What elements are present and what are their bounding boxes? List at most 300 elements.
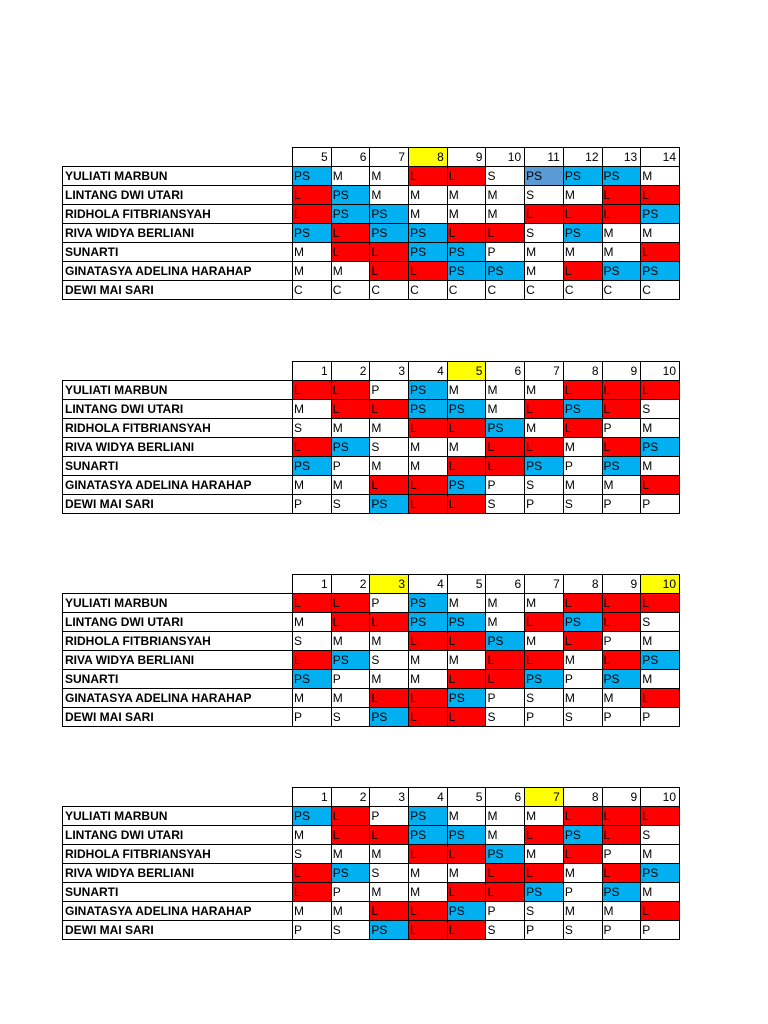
shift-cell: L [293,438,332,457]
staff-name: GINATASYA ADELINA HARAHAP [63,689,293,708]
shift-cell: L [641,186,680,205]
schedule-table-1 [62,147,680,300]
shift-cell: L [563,205,602,224]
shift-cell: M [525,243,564,262]
shift-cell: M [293,243,332,262]
day-header: 3 [370,362,409,381]
shift-cell: M [293,902,332,921]
shift-cell: P [563,670,602,689]
shift-cell: P [641,921,680,940]
shift-cell: M [331,419,370,438]
shift-cell: L [409,419,448,438]
shift-cell: PS [293,167,332,186]
shift-cell: PS [370,495,409,514]
shift-cell: L [293,186,332,205]
shift-cell: M [447,864,486,883]
shift-cell: PS [370,205,409,224]
shift-cell: PS [602,167,641,186]
shift-cell: L [293,594,332,613]
shift-cell: M [370,670,409,689]
day-header-row [63,788,680,807]
shift-cell: PS [370,921,409,940]
schedule-table-4 [62,787,680,940]
shift-cell: L [602,186,641,205]
shift-cell: M [370,845,409,864]
shift-cell: PS [370,224,409,243]
shift-cell: PS [409,243,448,262]
shift-cell: M [370,419,409,438]
shift-cell: L [370,476,409,495]
shift-cell: L [525,651,564,670]
shift-cell: PS [331,651,370,670]
shift-cell: PS [525,670,564,689]
staff-name: RIVA WIDYA BERLIANI [63,651,293,670]
shift-cell: PS [409,826,448,845]
shift-cell: L [602,807,641,826]
day-header: 7 [525,575,564,594]
shift-cell: PS [370,708,409,727]
shift-cell: PS [486,262,525,281]
table-row [63,205,680,224]
table-row [63,243,680,262]
shift-cell: S [331,495,370,514]
shift-cell: M [370,883,409,902]
day-header: 1 [293,362,332,381]
shift-cell: PS [602,670,641,689]
shift-cell: PS [293,807,332,826]
day-header: 7 [525,362,564,381]
shift-cell: L [602,438,641,457]
shift-cell: L [370,400,409,419]
shift-cell: L [447,670,486,689]
shift-cell: L [409,902,448,921]
table-row [63,670,680,689]
shift-cell: M [525,381,564,400]
shift-cell: M [370,457,409,476]
shift-cell: M [641,224,680,243]
shift-cell: C [486,281,525,300]
day-header: 8 [563,575,602,594]
table-row [63,651,680,670]
shift-cell: M [409,864,448,883]
staff-name: DEWI MAI SARI [63,495,293,514]
day-header: 7 [370,148,409,167]
shift-cell: P [486,902,525,921]
day-header: 6 [486,788,525,807]
shift-cell: M [370,186,409,205]
shift-cell: M [602,243,641,262]
shift-cell: L [409,476,448,495]
staff-name: YULIATI MARBUN [63,381,293,400]
shift-cell: L [447,167,486,186]
table-row [63,708,680,727]
shift-cell: M [641,883,680,902]
shift-cell: P [641,708,680,727]
shift-cell: S [525,689,564,708]
shift-cell: S [563,921,602,940]
shift-cell: PS [525,167,564,186]
shift-cell: L [370,613,409,632]
shift-cell: L [370,689,409,708]
shift-cell: L [447,632,486,651]
shift-cell: M [447,594,486,613]
shift-cell: M [563,476,602,495]
shift-cell: L [563,419,602,438]
day-header: 5 [447,362,486,381]
day-header: 2 [331,575,370,594]
shift-cell: M [409,205,448,224]
shift-cell: L [409,632,448,651]
shift-cell: L [447,845,486,864]
shift-cell: S [525,902,564,921]
staff-name: LINTANG DWI UTARI [63,186,293,205]
table-row [63,419,680,438]
shift-cell: P [331,457,370,476]
day-header: 8 [563,788,602,807]
shift-cell: PS [447,243,486,262]
shift-cell: L [370,826,409,845]
shift-cell: PS [447,826,486,845]
shift-cell: M [293,689,332,708]
shift-cell: PS [447,262,486,281]
shift-cell: PS [447,689,486,708]
staff-name: SUNARTI [63,670,293,689]
shift-cell: L [641,243,680,262]
shift-cell: L [409,262,448,281]
shift-cell: L [293,883,332,902]
shift-cell: M [409,651,448,670]
shift-cell: L [447,457,486,476]
shift-cell: M [563,864,602,883]
shift-cell: P [563,883,602,902]
shift-cell: PS [641,262,680,281]
day-header: 9 [602,362,641,381]
day-header: 6 [486,362,525,381]
shift-cell: PS [331,205,370,224]
shift-cell: P [563,457,602,476]
day-header: 10 [641,362,680,381]
shift-cell: L [331,243,370,262]
shift-cell: L [447,224,486,243]
shift-cell: L [293,864,332,883]
shift-cell: P [370,807,409,826]
day-header: 9 [447,148,486,167]
shift-cell: L [602,826,641,845]
shift-cell: M [525,262,564,281]
table-row [63,186,680,205]
shift-cell: M [602,476,641,495]
shift-cell: M [447,186,486,205]
day-header: 10 [641,575,680,594]
shift-cell: M [293,400,332,419]
shift-cell: L [525,613,564,632]
day-header: 10 [641,788,680,807]
shift-cell: M [486,205,525,224]
shift-cell: PS [563,224,602,243]
shift-cell: L [409,167,448,186]
shift-cell: PS [641,205,680,224]
shift-cell: M [331,689,370,708]
shift-cell: PS [447,476,486,495]
shift-cell: S [563,708,602,727]
shift-cell: M [331,476,370,495]
shift-cell: M [641,670,680,689]
day-header: 8 [409,148,448,167]
table-row [63,381,680,400]
shift-cell: M [331,632,370,651]
shift-cell: M [293,826,332,845]
day-header: 6 [486,575,525,594]
table-row [63,883,680,902]
shift-cell: L [447,883,486,902]
header-blank [63,362,293,381]
shift-cell: M [293,262,332,281]
shift-cell: M [486,400,525,419]
staff-name: RIVA WIDYA BERLIANI [63,438,293,457]
shift-cell: L [641,807,680,826]
header-blank [63,148,293,167]
shift-cell: L [447,921,486,940]
shift-cell: M [563,186,602,205]
day-header: 12 [563,148,602,167]
shift-cell: PS [641,864,680,883]
shift-cell: P [486,476,525,495]
shift-cell: M [563,438,602,457]
table-row [63,807,680,826]
shift-cell: L [602,381,641,400]
staff-name: SUNARTI [63,883,293,902]
shift-cell: C [525,281,564,300]
shift-cell: S [486,167,525,186]
staff-name: RIVA WIDYA BERLIANI [63,864,293,883]
day-header: 2 [331,788,370,807]
shift-cell: S [641,613,680,632]
shift-cell: PS [641,651,680,670]
shift-cell: L [563,845,602,864]
shift-cell: L [370,262,409,281]
shift-cell: M [331,167,370,186]
shift-cell: L [486,438,525,457]
shift-cell: L [486,883,525,902]
shift-cell: M [563,689,602,708]
header-blank [63,788,293,807]
shift-cell: M [602,902,641,921]
shift-cell: S [370,864,409,883]
shift-cell: S [370,651,409,670]
shift-cell: M [447,381,486,400]
shift-cell: M [563,902,602,921]
shift-cell: M [486,186,525,205]
shift-cell: L [525,864,564,883]
shift-cell: S [525,224,564,243]
shift-cell: M [563,651,602,670]
header-blank [63,575,293,594]
staff-name: RIDHOLA FITBRIANSYAH [63,845,293,864]
shift-cell: L [331,400,370,419]
shift-cell: PS [486,632,525,651]
shift-cell: S [486,495,525,514]
shift-cell: M [486,613,525,632]
shift-cell: S [331,921,370,940]
shift-cell: PS [486,419,525,438]
day-header: 3 [370,788,409,807]
shift-cell: M [331,262,370,281]
day-header-row [63,362,680,381]
schedule-table-2 [62,361,680,514]
table-row [63,457,680,476]
table-row [63,167,680,186]
shift-cell: P [602,495,641,514]
shift-cell: L [409,495,448,514]
staff-name: YULIATI MARBUN [63,167,293,186]
shift-cell: L [602,400,641,419]
shift-cell: M [486,381,525,400]
shift-cell: P [602,845,641,864]
shift-cell: P [525,495,564,514]
shift-cell: L [525,826,564,845]
shift-cell: L [447,495,486,514]
shift-cell: S [563,495,602,514]
shift-cell: P [331,670,370,689]
shift-cell: C [331,281,370,300]
shift-cell: L [486,457,525,476]
shift-cell: PS [409,613,448,632]
shift-cell: P [293,708,332,727]
shift-cell: PS [563,167,602,186]
shift-cell: L [602,594,641,613]
staff-name: RIDHOLA FITBRIANSYAH [63,205,293,224]
shift-cell: PS [525,883,564,902]
day-header: 7 [525,788,564,807]
shift-cell: L [447,708,486,727]
shift-cell: PS [602,883,641,902]
shift-cell: M [525,807,564,826]
shift-cell: L [641,689,680,708]
shift-cell: L [293,205,332,224]
table-row [63,281,680,300]
staff-name: SUNARTI [63,243,293,262]
shift-cell: S [486,708,525,727]
day-header: 3 [370,575,409,594]
staff-name: RIVA WIDYA BERLIANI [63,224,293,243]
shift-cell: L [409,689,448,708]
shift-cell: M [447,807,486,826]
day-header: 4 [409,788,448,807]
shift-cell: PS [409,381,448,400]
shift-cell: M [641,845,680,864]
shift-cell: L [409,708,448,727]
day-header: 1 [293,575,332,594]
shift-cell: L [525,400,564,419]
shift-cell: P [486,689,525,708]
shift-cell: M [409,438,448,457]
shift-cell: PS [293,224,332,243]
staff-name: RIDHOLA FITBRIANSYAH [63,419,293,438]
shift-cell: C [447,281,486,300]
shift-cell: L [602,205,641,224]
table-row [63,613,680,632]
shift-cell: S [293,419,332,438]
staff-name: SUNARTI [63,457,293,476]
table-row [63,438,680,457]
staff-name: RIDHOLA FITBRIANSYAH [63,632,293,651]
shift-cell: S [525,476,564,495]
shift-cell: L [563,807,602,826]
shift-cell: PS [409,400,448,419]
shift-cell: L [563,594,602,613]
shift-cell: L [370,243,409,262]
shift-cell: M [409,457,448,476]
shift-cell: M [293,613,332,632]
shift-cell: P [525,921,564,940]
shift-cell: PS [293,670,332,689]
shift-cell: PS [293,457,332,476]
day-header: 11 [525,148,564,167]
shift-cell: L [641,476,680,495]
shift-cell: S [525,186,564,205]
shift-cell: PS [331,438,370,457]
shift-cell: L [447,419,486,438]
shift-cell: M [447,438,486,457]
table-row [63,689,680,708]
table-row [63,845,680,864]
shift-cell: M [525,632,564,651]
shift-cell: L [293,381,332,400]
shift-cell: M [409,186,448,205]
staff-name: GINATASYA ADELINA HARAHAP [63,262,293,281]
staff-name: DEWI MAI SARI [63,708,293,727]
shift-cell: M [563,243,602,262]
day-header: 8 [563,362,602,381]
table-row [63,902,680,921]
shift-cell: M [331,845,370,864]
table-row [63,632,680,651]
shift-cell: P [602,632,641,651]
staff-name: GINATASYA ADELINA HARAHAP [63,476,293,495]
shift-cell: P [331,883,370,902]
shift-cell: S [641,400,680,419]
shift-cell: M [641,419,680,438]
staff-name: LINTANG DWI UTARI [63,826,293,845]
shift-cell: L [331,594,370,613]
shift-cell: L [602,651,641,670]
shift-cell: PS [447,613,486,632]
shift-cell: M [447,205,486,224]
shift-cell: PS [602,262,641,281]
shift-cell: S [370,438,409,457]
day-header-row [63,148,680,167]
shift-cell: PS [409,224,448,243]
shift-cell: M [409,670,448,689]
shift-cell: L [409,845,448,864]
shift-cell: M [486,594,525,613]
shift-cell: M [409,883,448,902]
shift-cell: PS [331,864,370,883]
shift-cell: L [641,902,680,921]
staff-name: YULIATI MARBUN [63,807,293,826]
shift-cell: L [602,864,641,883]
shift-cell: PS [641,438,680,457]
shift-cell: C [563,281,602,300]
day-header: 9 [602,788,641,807]
day-header: 4 [409,362,448,381]
day-header: 13 [602,148,641,167]
day-header: 5 [447,788,486,807]
shift-cell: C [370,281,409,300]
day-header: 14 [641,148,680,167]
shift-cell: PS [525,457,564,476]
shift-cell: P [293,495,332,514]
